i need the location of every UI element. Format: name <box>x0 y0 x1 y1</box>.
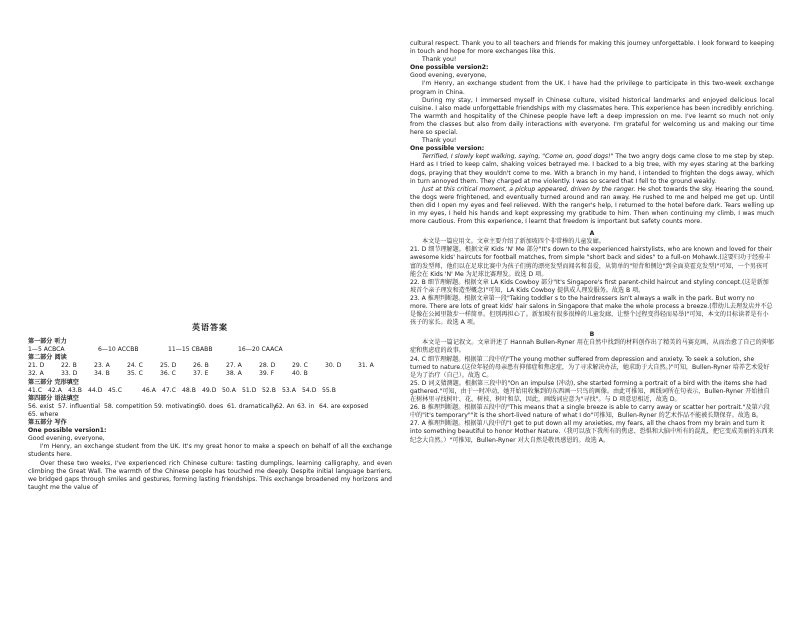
v3-p2-text: He shot towards the sky. Hearing the sound, the dogs were frightened, and eventually turned around and ran away. He rushed to me and helped me get up. Until then did I open my eyes and feel relieved. With the ranger's help, I returned to the hotel before dark. Tears welling up in my eyes, I held his hands and kept expressing my gratitude to him. Then when continuing my climb, I was much more cautious. From this experience, I learnt that freedom is important but safety counts more. <box>410 185 774 226</box>
a-intro: 本文是一篇应用文。文章主要介绍了新加坡四个非常棒的儿童发廊。 <box>422 238 605 246</box>
answer-item: 45.C <box>108 386 122 394</box>
v3-p1-text: The two angry dogs came close to me step by step. Hard as I tried to keep calm, shaking voices betrayed me. I backed to a big tree, with my eyes staring at the barking dogs, praying that they wouldn't come to me. With a branch in my hand, I intended to frighten the dogs away, which in turn annoyed them. They charged at me violently. I was so scared that I fell to the ground weakly. <box>410 153 774 185</box>
answer-item: 28. D <box>259 362 276 370</box>
part2-heading: 第二部分 阅读 <box>28 354 67 362</box>
listening-group: 6—10 ACCBB <box>98 346 139 354</box>
answer-item: 25. D <box>160 362 177 370</box>
cloze-answers <box>28 387 392 395</box>
version3-heading: One possible version: <box>410 145 485 153</box>
v3-p2-italic: Just at this critical moment, a pickup appeared, driven by the ranger. <box>422 185 636 193</box>
answer-item: 63. in <box>297 402 315 410</box>
answer-item: 58. competition <box>104 402 153 410</box>
answer-item: 44.D <box>88 386 103 394</box>
v1-end-paragraph: cultural respect. Thank you to all teachers and friends for making this journey unforgettable. I look forward to keeping in touch and hope for more exchanges like this. <box>410 40 774 56</box>
answer-item: 50.A <box>222 386 236 394</box>
section-b-label: B <box>589 331 595 339</box>
answer-item: 21. D <box>28 362 45 370</box>
answer-item: 43.B <box>68 386 82 394</box>
answer-item: 24. C <box>127 362 143 370</box>
listening-answers <box>28 346 392 354</box>
answer-item: 31. A <box>358 362 374 370</box>
answer-item: 30. D <box>325 362 342 370</box>
b-intro: 本文是一篇记叙文。文章讲述了 Hannah Bullen-Ryner 用在自然中找到的材料创作出了精美的马赛克画，从而治愈了自己的抑郁症和焦虑症的故事。 <box>410 339 774 355</box>
answer-item: 40. B <box>292 370 308 378</box>
answer-item: 51.D <box>242 386 257 394</box>
answer-item: 27. A <box>226 362 242 370</box>
version2-heading: One possible version2: <box>410 64 489 72</box>
answer-item: 37. E <box>193 370 209 378</box>
v3-paragraph-1 <box>410 153 774 185</box>
answer-item: 57. influential <box>58 402 101 410</box>
section-a-label: A <box>589 230 595 238</box>
answer-item: 32. A <box>28 370 44 378</box>
answer-item: 62. An <box>275 402 295 410</box>
answer-item: 47.C <box>162 386 176 394</box>
answer-24: 24. C 细节理解题。根据第二段中的"The young mother suffered from depression and anxiety. To seek a solution, she turned to nature.(这位年轻的母亲患有抑郁症和焦虑症，为了寻求解决办法，她求助于大自然。)"可知，Bullen-Ryner 培养艺术爱好是为了治疗（自己）。故选 C。 <box>410 355 770 379</box>
answer-item: 59. motivating <box>154 402 199 410</box>
answer-27: 27. A 推理判断题。根据第八段中的"I get to put down all my anxieties, my fears, all the chaos from my brain and turn it into something beautiful to honor Mother Nature.（我可以放下我所有的焦虑、恐惧和大脑中所有的混乱，把它变成美丽的东西来纪念大自然。）"可推知，Bullen-Ryner 对大自然是敬畏感恩的。故选 A。 <box>410 420 774 444</box>
answer-item: 49.D <box>202 386 217 394</box>
answer-22: 22. B 细节理解题。根据文章 LA Kids Cowboy 部分"It's Singapore's first parent-child haircut and styling concept.(这是新加坡首个亲子理发和造型概念)"可知，LA Kids Cowboy 提供成人理发服务。故选 B 项。 <box>410 278 769 294</box>
page-title: 英语答案 <box>192 323 228 332</box>
v3-p1-italic: Terrified, I slowly kept walking, saying, "Come on, good dogs!" <box>422 153 614 161</box>
part4-heading: 第四部分 语法填空 <box>28 394 79 402</box>
answer-item: 64. are exposed <box>319 402 369 410</box>
answer-item: 53.A <box>282 386 296 394</box>
part5-heading: 第五部分 写作 <box>28 419 67 427</box>
left-column <box>28 324 392 492</box>
grammar-answers <box>28 403 392 411</box>
answer-item: 55.B <box>322 386 336 394</box>
v3-paragraph-2 <box>410 186 774 226</box>
v1-paragraph-2: Over these two weeks, I've experienced rich Chinese culture: tasting dumplings, learning calligraphy, and even climbing the Great Wall. The warmth of the Chinese people has touched me deeply. Despite initial language barriers, we bridged gaps through smiles and gestures, forming lasting friendships. This exchange broadened my horizons and taught me the value of <box>28 459 392 491</box>
answer-item: 48.B <box>182 386 196 394</box>
answer-item: 46.A <box>142 386 156 394</box>
answer-21: 21. D 细节理解题。根据文章 Kids 'N' Me 部分"It's down to the experienced hairstylists, who are known and loved for their awesome kids' haircuts for football matches, from simple "short back and sides" to a full-on Mohawk.(这要归功于经验丰富的发型师，他们以在足球比赛中为孩子们剪的漂亮发型而闻名和喜爱，从简单的"短背和侧边"到全面莫霍克发型)"可知，一个男孩可能会在 Kids 'N' Me 为足球比赛理发。故选 D 项。 <box>410 246 773 278</box>
part1-heading: 第一部分 听力 <box>28 338 67 346</box>
v1-paragraph-1: I'm Henry, an exchange student from the UK. It's my great honor to make a speech on behalf of all the exchange students here. <box>28 443 392 459</box>
v2-greeting: Good evening, everyone, <box>410 72 487 80</box>
right-column <box>410 40 774 445</box>
answer-item: 33. D <box>61 370 78 378</box>
listening-group: 1—5 ACBCA <box>28 346 65 354</box>
answer-item: 22. B <box>61 362 77 370</box>
answer-item: 23. A <box>94 362 110 370</box>
answer-item: 29. C <box>292 362 308 370</box>
version1-heading: One possible version1: <box>28 427 107 435</box>
answer-item: 26. B <box>193 362 209 370</box>
answer-item: 42.A <box>48 386 62 394</box>
v2-thanks: Thank you! <box>422 137 457 145</box>
answer-26: 26. B 推理判断题。根据第五段中的"This means that a single breeze is able to carry away or scatter her portrait."及第六段中的"it's temporary""it is the short-lived nature of what I do"可推知，Bullen-Ryner 的艺术作品不能被长期保存。故选 B。 <box>410 404 770 420</box>
answer-25: 25. D 词义猜测题。根据第三段中的"On an impulse (冲动), she started forming a portrait of a bird with the items she had gathered."可知，由于一时冲动，她开始用收集到的东西画一只鸟的画像。由此可推知，画线词所在句表示，Bullen-Ryner 开始抽自在树林里寻找树叶、花、树枝、树叶和草，因此，画线词应意为"寻找"。与 D 项意思相近，故选 D。 <box>410 379 770 404</box>
v2-paragraph-1: I'm Henry, an exchange student from the UK. I have had the privilege to participate in this two-week exchange program in China. <box>410 80 774 96</box>
reading-answers-row-1 <box>28 362 392 370</box>
answer-item: 54.D <box>302 386 317 394</box>
reading-answers-row-2 <box>28 370 392 378</box>
answer-item: 36. C <box>160 370 176 378</box>
v1-greeting: Good evening, everyone, <box>28 435 105 443</box>
answer-item: 52.B <box>262 386 276 394</box>
listening-group: 16—20 CAACA <box>238 346 283 354</box>
answer-item: 56. exist <box>28 402 55 410</box>
answer-item: 61. dramatically <box>227 402 277 410</box>
answer-item: 34. B <box>94 370 110 378</box>
answer-item: 35. C <box>127 370 143 378</box>
answer-item: 39. F <box>259 370 275 378</box>
grammar-last-answer: 65. where <box>28 410 59 418</box>
answer-item: 41.C <box>28 386 42 394</box>
answer-item: 60. does <box>197 402 224 410</box>
v1-thanks: Thank you! <box>422 56 457 64</box>
answer-23: 23. A 推理判断题。根据文章第一段"Taking toddler s to the hairdressers isn't always a walk in the park. But worry no more. There are lots of great kids' hair salons in Singapore that make the whole process a breeze.(带幼儿去理发店并不总是像在公园里散步一样简单。但别再担心了。新加坡有很多很棒的儿童发廊，让整个过程变得轻而易举)"可知，本文的目标读者是有小孩子的家长。故选 A 项。 <box>410 294 773 327</box>
part3-heading: 第三部分 完形填空 <box>28 378 79 386</box>
answer-item: 38. A <box>226 370 242 378</box>
listening-group: 11—15 CBABB <box>168 346 213 354</box>
v2-paragraph-2: During my stay, I immersed myself in Chinese culture, visited historical landmarks and enjoyed delicious local cuisine. I also made unforgettable friendships with my classmates here. This experience has been incredibly enriching. The warmth and hospitality of the Chinese people have left a deep impression on me. I've learnt so much not only from the classes but also from daily interactions with everyone. I'm grateful for welcoming us and making our time here so special. <box>410 96 774 137</box>
